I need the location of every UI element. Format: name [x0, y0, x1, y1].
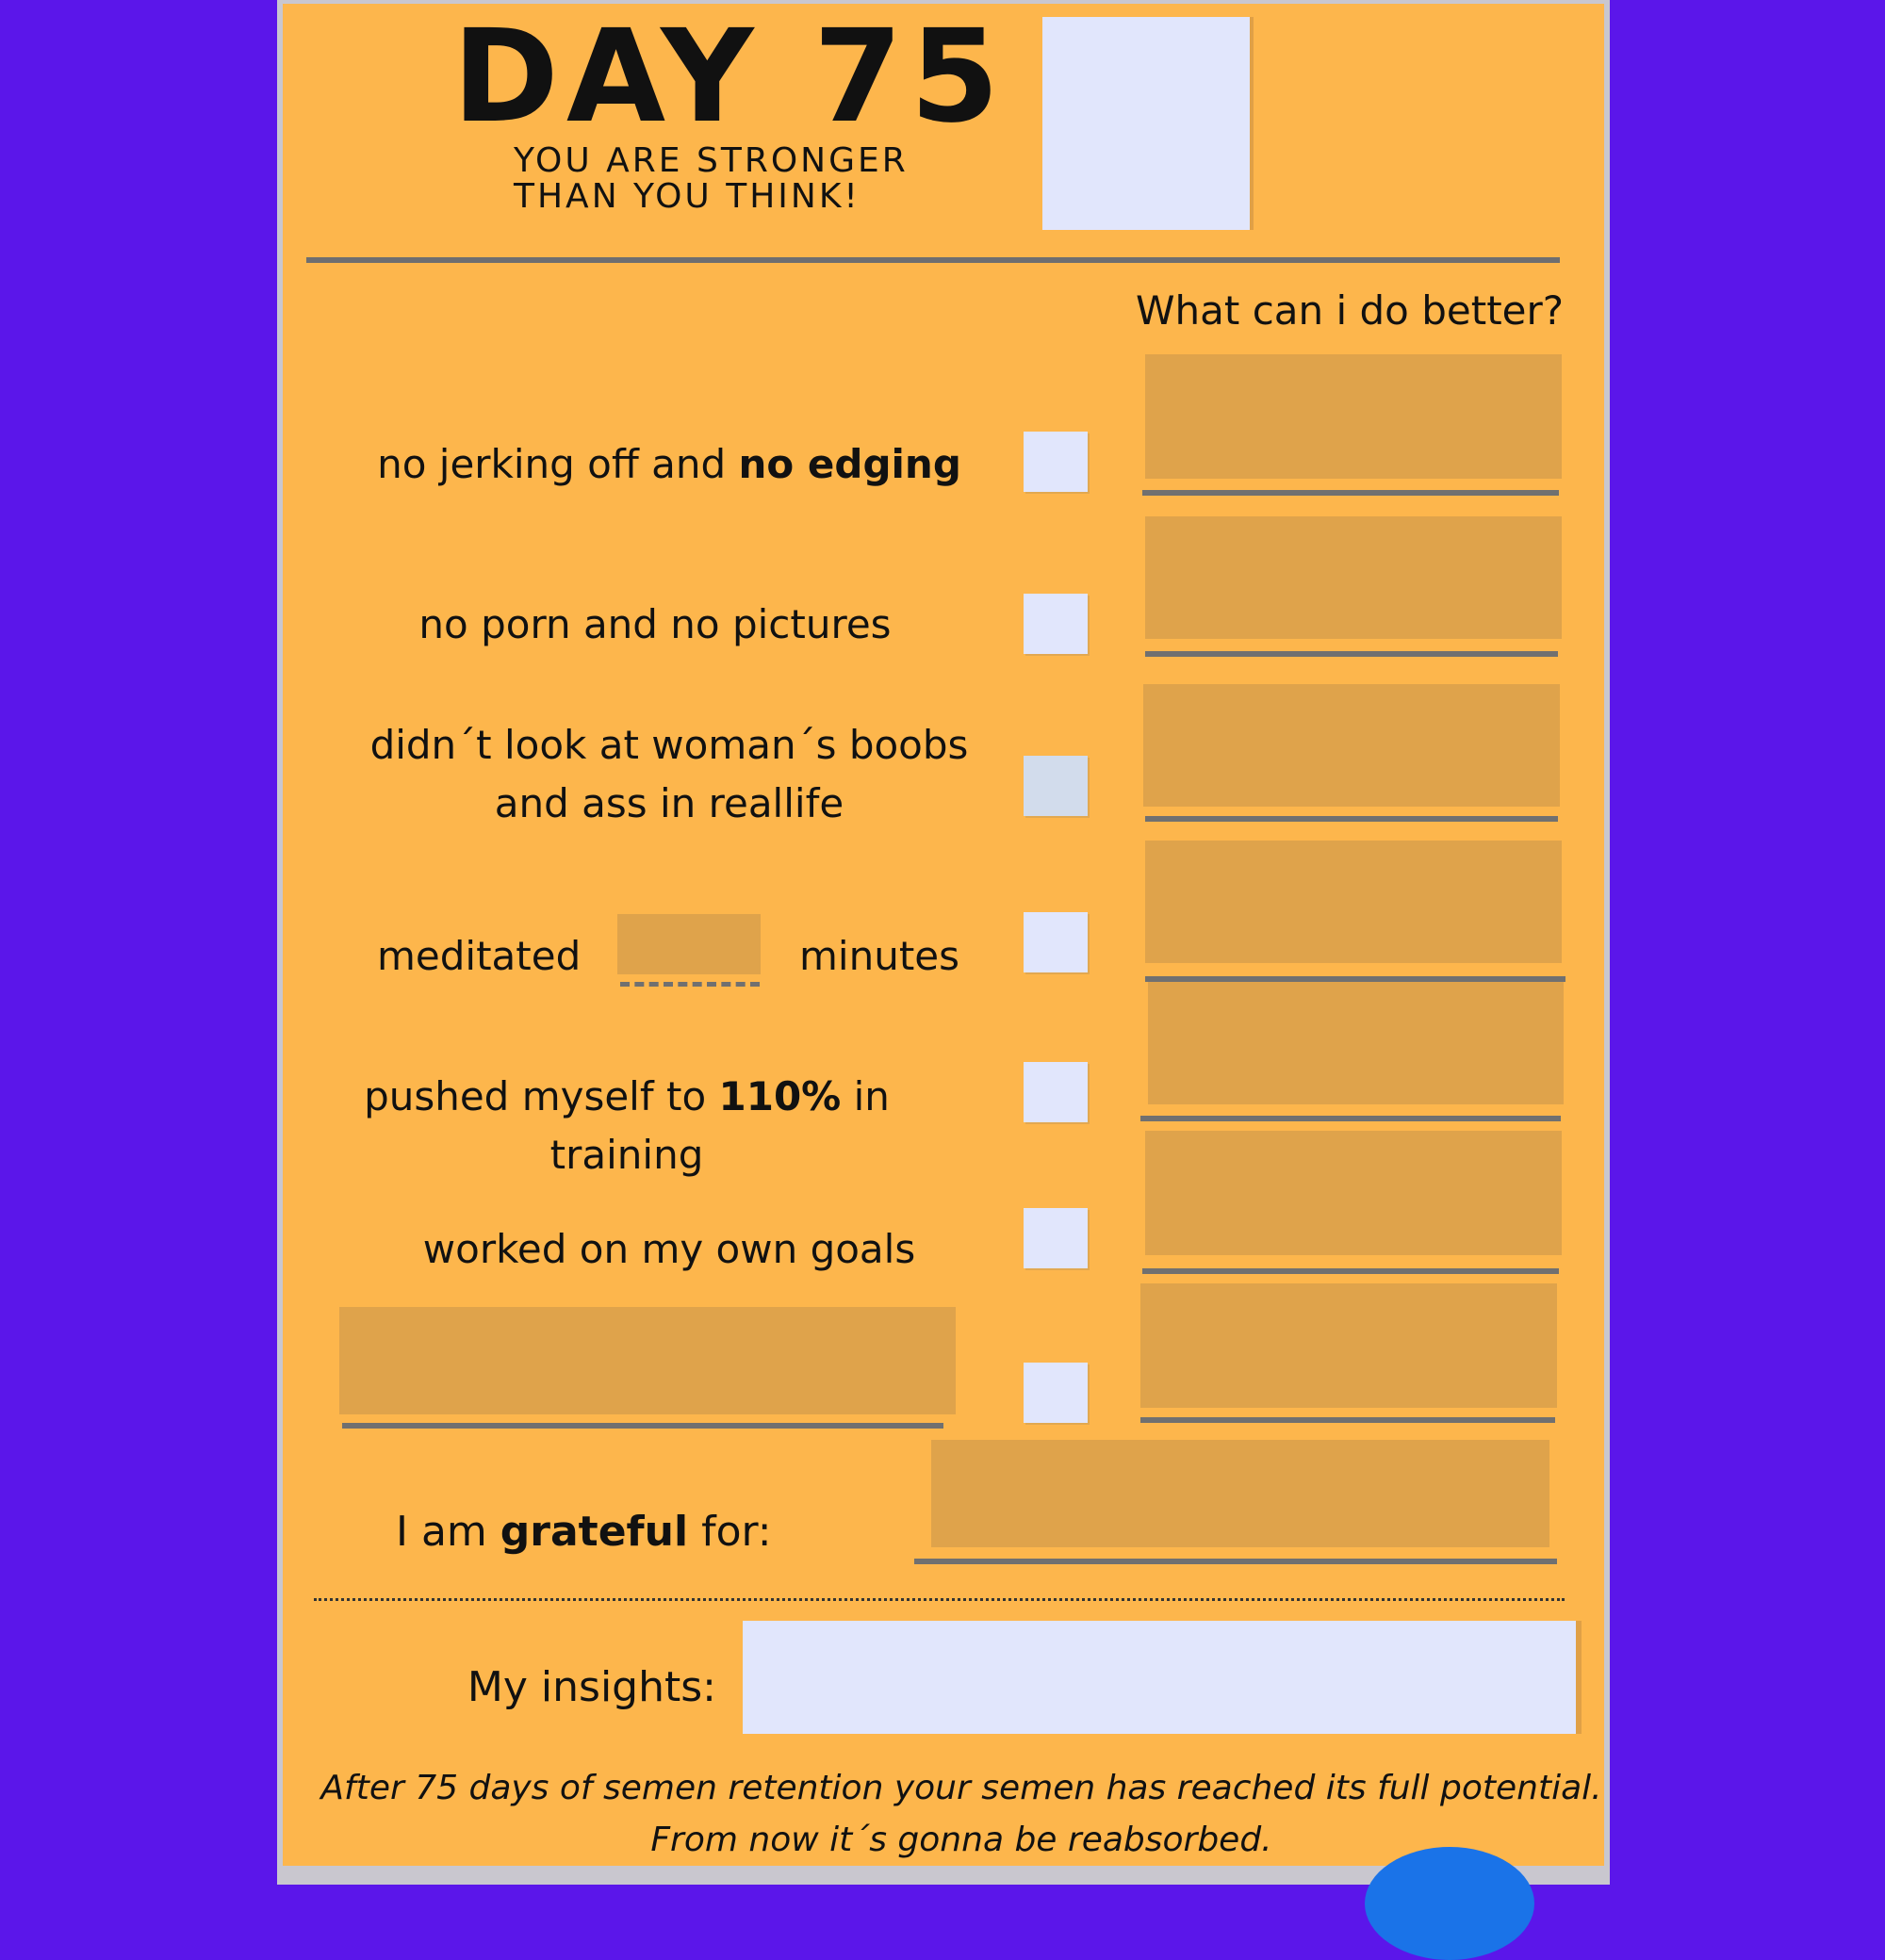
better-field-1[interactable] [1145, 354, 1562, 479]
checkbox-didnt-look[interactable] [1024, 756, 1088, 816]
dotted-divider [314, 1598, 1565, 1601]
item-label-no-porn: no porn and no pictures [418, 601, 892, 647]
checkbox-meditated[interactable] [1024, 912, 1088, 972]
better-underline-6 [1142, 1268, 1559, 1274]
better-field-4[interactable] [1145, 841, 1562, 963]
checkbox-custom-item[interactable] [1024, 1363, 1088, 1423]
item-label-minutes: minutes [799, 933, 960, 979]
checkbox-own-goals[interactable] [1024, 1208, 1088, 1268]
better-field-7[interactable] [1140, 1283, 1557, 1408]
blue-circle-button[interactable] [1365, 1847, 1534, 1960]
better-column-heading: What can i do better? [1136, 287, 1565, 334]
custom-item-field[interactable] [339, 1307, 956, 1414]
meditation-minutes-field[interactable] [617, 914, 761, 974]
gratitude-underline [914, 1559, 1557, 1564]
page-subtitle: YOU ARE STRONGER THAN YOU THINK! [514, 141, 909, 216]
item-label-own-goals: worked on my own goals [422, 1226, 916, 1272]
better-field-3[interactable] [1143, 684, 1560, 807]
better-field-6[interactable] [1145, 1131, 1562, 1255]
better-underline-2 [1145, 651, 1558, 657]
checkbox-no-porn[interactable] [1024, 594, 1088, 654]
item-label-meditated: meditated [377, 933, 582, 979]
photo-placeholder[interactable] [1042, 17, 1250, 230]
footer-line-2: From now it´s gonna be reabsorbed. [650, 1821, 1272, 1859]
page-title: DAY 75 [452, 3, 1008, 152]
better-underline-5 [1140, 1116, 1561, 1121]
footer-line-1: After 75 days of semen retention your semen has reached its full potential. [320, 1769, 1602, 1807]
meditation-minutes-underline [620, 982, 760, 987]
better-field-2[interactable] [1145, 516, 1562, 639]
better-underline-7 [1140, 1417, 1555, 1423]
gratitude-label: I am grateful for: [396, 1508, 772, 1556]
gratitude-field[interactable] [931, 1440, 1549, 1547]
better-underline-1 [1142, 490, 1559, 496]
checkbox-pushed-myself[interactable] [1024, 1062, 1088, 1122]
item-label-didnt-look: didn´t look at woman´s boobs and ass in reallife [369, 722, 969, 826]
insights-field[interactable] [743, 1621, 1576, 1734]
better-underline-3 [1145, 816, 1558, 822]
custom-item-underline [342, 1423, 943, 1429]
item-label-pushed-myself: pushed myself to 110% in training [364, 1073, 890, 1178]
item-label-no-edging: no jerking off and no edging [377, 441, 961, 487]
insights-label: My insights: [467, 1663, 716, 1711]
checkbox-no-edging[interactable] [1024, 432, 1088, 492]
footer-note [320, 1762, 1602, 1866]
header-divider [306, 257, 1560, 263]
better-field-5[interactable] [1148, 982, 1564, 1104]
